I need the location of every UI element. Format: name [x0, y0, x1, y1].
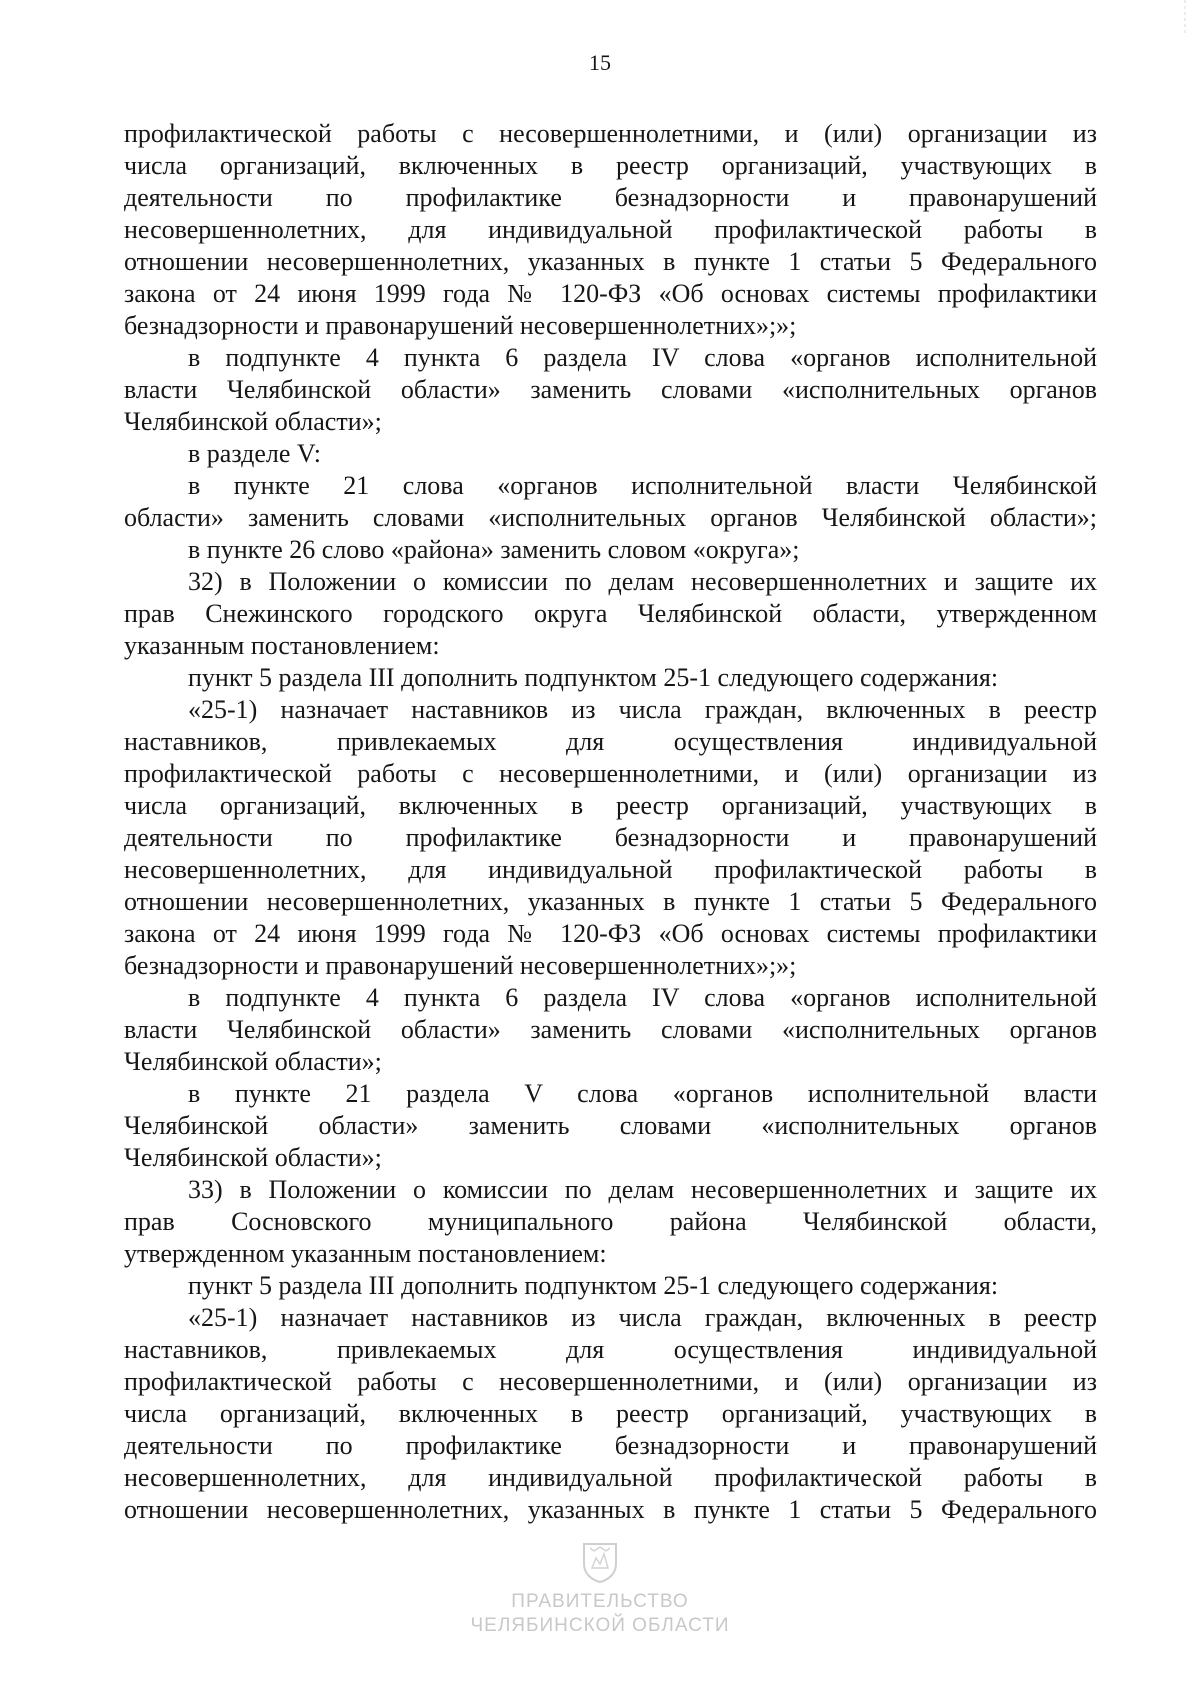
page-number: 15: [589, 50, 611, 75]
text-line: профилактической работы с несовершеннолетними, и (или) организации из: [124, 759, 1097, 788]
text-line: области» заменить словами «исполнительных органов Челябинской области»;: [124, 503, 1097, 532]
text-line: 33) в Положении о комиссии по делам несовершеннолетних и защите их: [188, 1175, 1097, 1204]
text-line: числа организаций, включенных в реестр организаций, участвующих в: [124, 151, 1097, 180]
text-line: несовершеннолетних, для индивидуальной профилактической работы в: [124, 215, 1097, 244]
text-line: деятельности по профилактике безнадзорности и правонарушений: [124, 823, 1097, 852]
text-line: наставников, привлекаемых для осуществления индивидуальной: [124, 1335, 1097, 1364]
text-line: Челябинской области» заменить словами «исполнительных органов: [124, 1111, 1097, 1140]
text-line: власти Челябинской области» заменить словами «исполнительных органов: [124, 1015, 1097, 1044]
document-body: [124, 118, 1097, 1526]
text-line: несовершеннолетних, для индивидуальной профилактической работы в: [124, 855, 1097, 884]
text-line: отношении несовершеннолетних, указанных в пункте 1 статьи 5 Федерального: [124, 887, 1097, 916]
text-line: деятельности по профилактике безнадзорности и правонарушений: [124, 183, 1097, 212]
government-watermark: [0, 1540, 1200, 1638]
text-line: пункт 5 раздела III дополнить подпунктом 25-1 следующего содержания:: [188, 663, 999, 692]
text-line: профилактической работы с несовершеннолетними, и (или) организации из: [124, 1367, 1097, 1396]
text-line: в разделе V:: [188, 439, 321, 468]
text-line: утвержденном указанным постановлением:: [124, 1239, 607, 1268]
text-line: Челябинской области»;: [124, 1143, 382, 1172]
text-line: прав Снежинского городского округа Челябинской области, утвержденном: [124, 599, 1097, 628]
text-line: закона от 24 июня 1999 года № 120-ФЗ «Об основах системы профилактики: [124, 279, 1097, 308]
text-line: Челябинской области»;: [124, 407, 382, 436]
text-line: пункт 5 раздела III дополнить подпунктом 25-1 следующего содержания:: [188, 1271, 999, 1300]
text-line: 32) в Положении о комиссии по делам несовершеннолетних и защите их: [188, 567, 1097, 596]
text-line: в подпункте 4 пункта 6 раздела IV слова «органов исполнительной: [188, 983, 1097, 1012]
text-line: профилактической работы с несовершеннолетними, и (или) организации из: [124, 119, 1097, 148]
text-line: закона от 24 июня 1999 года № 120-ФЗ «Об основах системы профилактики: [124, 919, 1097, 948]
text-line: наставников, привлекаемых для осуществления индивидуальной: [124, 727, 1097, 756]
text-line: отношении несовершеннолетних, указанных в пункте 1 статьи 5 Федерального: [124, 247, 1097, 276]
text-line: числа организаций, включенных в реестр организаций, участвующих в: [124, 791, 1097, 820]
coat-of-arms-icon: [580, 1540, 620, 1584]
text-line: в пункте 21 слова «органов исполнительной власти Челябинской: [188, 471, 1097, 500]
text-line: безнадзорности и правонарушений несовершеннолетних»;»;: [124, 311, 797, 340]
scan-edge-mark: [1182, 0, 1188, 34]
text-line: «25-1) назначает наставников из числа граждан, включенных в реестр: [188, 1303, 1097, 1332]
text-line: безнадзорности и правонарушений несовершеннолетних»;»;: [124, 951, 797, 980]
text-line: в подпункте 4 пункта 6 раздела IV слова «органов исполнительной: [188, 343, 1097, 372]
text-line: отношении несовершеннолетних, указанных в пункте 1 статьи 5 Федерального: [124, 1495, 1097, 1524]
text-line: власти Челябинской области» заменить словами «исполнительных органов: [124, 375, 1097, 404]
text-line: в пункте 21 раздела V слова «органов исполнительной власти: [188, 1079, 1097, 1108]
text-line: несовершеннолетних, для индивидуальной профилактической работы в: [124, 1463, 1097, 1492]
text-line: числа организаций, включенных в реестр организаций, участвующих в: [124, 1399, 1097, 1428]
text-line: указанным постановлением:: [124, 631, 440, 660]
watermark-line-1: ПРАВИТЕЛЬСТВО: [511, 1591, 689, 1612]
text-line: «25-1) назначает наставников из числа граждан, включенных в реестр: [188, 695, 1097, 724]
text-line: прав Сосновского муниципального района Челябинской области,: [124, 1207, 1097, 1236]
text-line: деятельности по профилактике безнадзорности и правонарушений: [124, 1431, 1097, 1460]
text-line: в пункте 26 слово «района» заменить словом «округа»;: [188, 535, 800, 564]
text-line: Челябинской области»;: [124, 1047, 382, 1076]
watermark-line-2: ЧЕЛЯБИНСКОЙ ОБЛАСТИ: [470, 1615, 730, 1636]
